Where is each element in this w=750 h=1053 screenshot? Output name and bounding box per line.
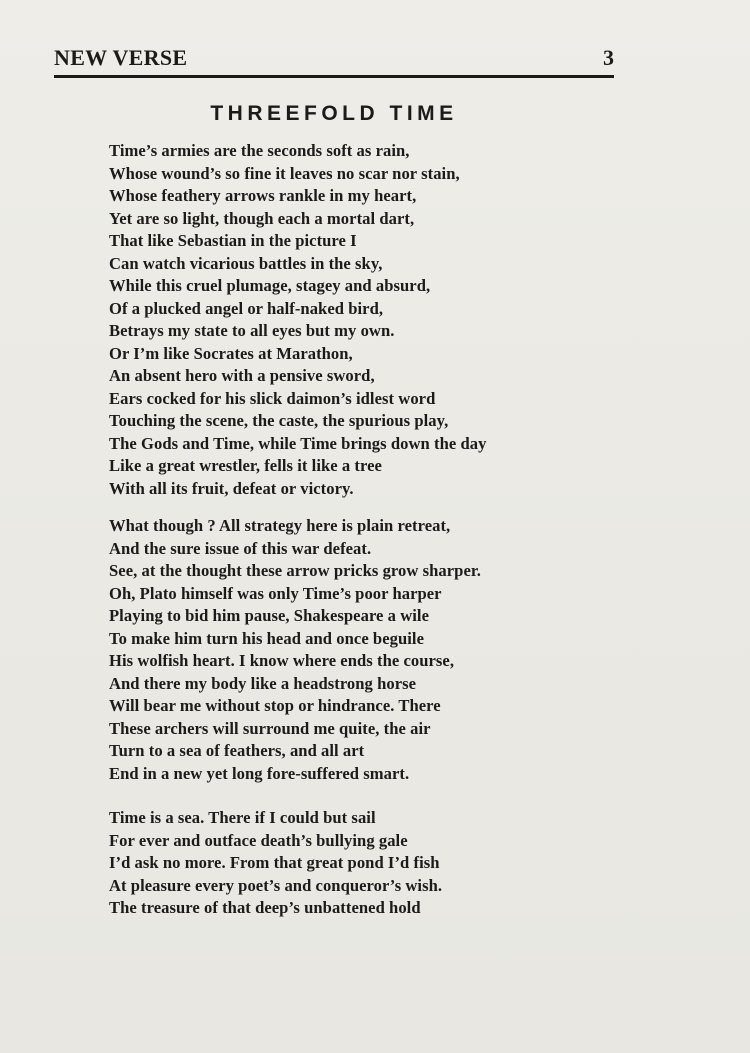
poem-line: His wolfish heart. I know where ends the course, (109, 651, 455, 670)
poem-line: Touching the scene, the caste, the spurious play, (109, 411, 449, 430)
poem-line: At pleasure every poet’s and conqueror’s wish. (109, 875, 443, 895)
poem-line: Time’s armies are the seconds soft as rain, (109, 141, 410, 160)
poem-line: What though ? All strategy here is plain retreat, (109, 516, 451, 535)
poem-line: Time is a sea. There if I could but sail (109, 808, 376, 827)
poem-line: End in a new yet long fore-suffered smart. (109, 763, 410, 783)
poem-line: Like a great wrestler, fells it like a tree (109, 456, 382, 475)
poem-line: And there my body like a headstrong horse (109, 673, 417, 693)
poem-line: Ears cocked for his slick daimon’s idlest word (109, 388, 436, 408)
stanza-3 (109, 807, 579, 920)
poem-line: Whose feathery arrows rankle in my heart, (109, 186, 417, 205)
poem-line: Or I’m like Socrates at Marathon, (109, 343, 353, 363)
poem-line: With all its fruit, defeat or victory. (109, 478, 354, 498)
poem-line: That like Sebastian in the picture I (109, 231, 357, 250)
poem-line: Yet are so light, though each a mortal dart, (109, 208, 415, 228)
header-rule (54, 75, 614, 78)
stanza-2 (109, 515, 579, 785)
poem-line: Of a plucked angel or half-naked bird, (109, 298, 384, 318)
poem-line: And the sure issue of this war defeat. (109, 538, 372, 558)
poem-title: THREEFOLD TIME (210, 102, 458, 125)
stanza-1 (109, 140, 579, 500)
poem-line: Whose wound’s so fine it leaves no scar nor stain, (109, 163, 460, 183)
poem-line: Playing to bid him pause, Shakespeare a wile (109, 606, 429, 625)
poem-line: An absent hero with a pensive sword, (109, 366, 375, 385)
poem-line: The treasure of that deep’s unbattened hold (109, 898, 421, 917)
poem-line: While this cruel plumage, stagey and absurd, (109, 276, 431, 295)
poem-line: Betrays my state to all eyes but my own. (109, 321, 395, 340)
running-head (54, 44, 614, 74)
poem-line: See, at the thought these arrow pricks grow sharper. (109, 561, 481, 580)
poem-line: These archers will surround me quite, the air (109, 718, 431, 738)
poem-line: To make him turn his head and once beguile (109, 628, 424, 648)
page-number: 3 (603, 45, 614, 70)
poem-line: The Gods and Time, while Time brings down the day (109, 433, 487, 453)
poem-line: Oh, Plato himself was only Time’s poor harper (109, 583, 442, 603)
running-title: NEW VERSE (54, 45, 188, 70)
poem-line: For ever and outface death’s bullying gale (109, 830, 408, 850)
poem-line: Will bear me without stop or hindrance. There (109, 696, 441, 715)
poem-line: Can watch vicarious battles in the sky, (109, 253, 383, 273)
poem-line: I’d ask no more. From that great pond I’d fish (109, 853, 440, 872)
poem-line: Turn to a sea of feathers, and all art (109, 741, 365, 760)
